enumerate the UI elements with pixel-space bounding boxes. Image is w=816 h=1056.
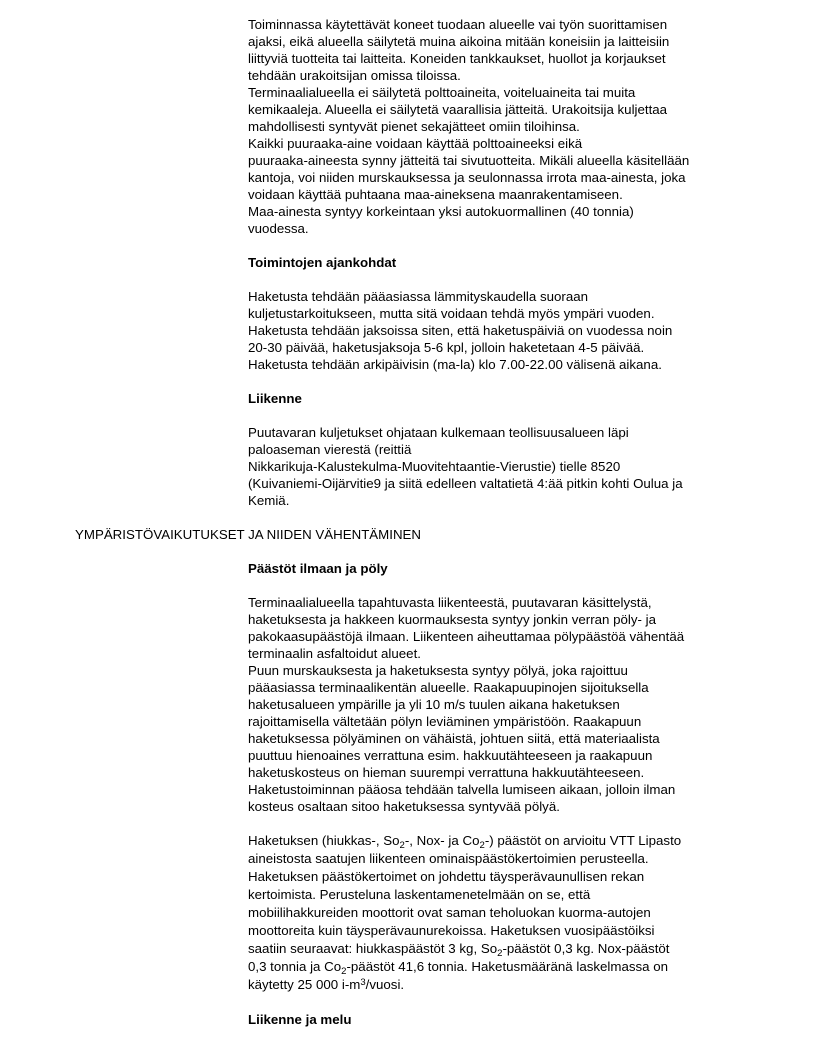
text-line: Liikenne ja melu [248, 1012, 352, 1027]
text-line: voidaan käyttää puhtaana maa-aineksena maanrakentamiseen. [248, 187, 623, 202]
text-line: aineistosta saatujen liikenteen ominaispäästökertoimien perusteella. [248, 851, 649, 866]
text-line: moottoreita kuin täysperävaunurekoissa. Haketuksen vuosipäästöiksi [248, 923, 655, 938]
text-line: Terminaalialueella tapahtuvasta liikenteestä, puutavaran käsittelystä, [248, 595, 652, 610]
text-line: (Kuivaniemi-Oijärvitie9 ja siitä edelleen valtatietä 4:ää pitkin kohti Oulua ja [248, 476, 683, 491]
text-line: haketuksessa pölyäminen on vähäistä, johtuen siitä, että materiaalista [248, 731, 660, 746]
text-line: 20-30 päivää, haketusjaksoja 5-6 kpl, jolloin haketetaan 4-5 päivää. [248, 340, 645, 355]
paragraph [248, 424, 816, 509]
subsection-heading [248, 1011, 816, 1028]
text-line: Puutavaran kuljetukset ohjataan kulkemaan teollisuusalueen läpi [248, 425, 629, 440]
text-line: haketuksesta ja hakkeen kuormauksesta syntyy jonkin verran pöly- ja [248, 612, 656, 627]
text-line: kemikaaleja. Alueella ei säilytetä vaarallisia jätteitä. Urakoitsija kuljettaa [248, 102, 668, 117]
text-line-rich: 0,3 tonnia ja $Co_2$-päästöt 41,6 tonnia. Haketusmääränä laskelmassa on [248, 959, 669, 977]
section-heading [75, 526, 816, 543]
text-line-rich: Haketuksen (hiukkas-, $So_2-$, Nox- ja $Co_2-$) päästöt on arvioitu VTT Lipasto [248, 833, 682, 851]
text-line: Terminaalialueella ei säilytetä polttoaineita, voiteluaineita tai muita [248, 85, 636, 100]
text-line: puuttuu hienoaines verrattuna esim. hakkuutähteeseen ja raakapuun [248, 748, 653, 763]
text-line: vuodessa. [248, 221, 309, 236]
text-line: kantoja, voi niiden murskauksessa ja seulonnassa irrota maa-ainesta, joka [248, 170, 686, 185]
text-line: YMPÄRISTÖVAIKUTUKSET JA NIIDEN VÄHENTÄMINEN [75, 527, 422, 542]
paragraph [248, 832, 816, 994]
text-line: rajoittamisella vältetään pölyn leviäminen ympäristöön. Raakapuun [248, 714, 642, 729]
text-line: Haketustoiminnan pääosa tehdään talvella lumiseen aikaan, jolloin ilman [248, 782, 676, 797]
text-line: Kemiä. [248, 493, 290, 508]
text-line: haketusalueen ympärille ja yli 10 m/s tuulen aikana haketuksen [248, 697, 620, 712]
text-line: Maa-ainesta syntyy korkeintaan yksi autokuormallinen (40 tonnia) [248, 204, 634, 219]
paragraph [248, 16, 816, 237]
text-line: mahdollisesti syntyvät pienet sekajätteet omiin tiloihinsa. [248, 119, 580, 134]
text-line: Haketusta tehdään arkipäivisin (ma-la) klo 7.00-22.00 välisenä aikana. [248, 357, 662, 372]
text-line: haketuskosteus on hieman suurempi verrattuna hakkuutähteeseen. [248, 765, 645, 780]
text-line: kertoimista. Perusteluna laskentamenetelmään on se, että [248, 887, 591, 902]
text-line: Haketuksen päästökertoimet on johdettu täysperävaunullisen rekan [248, 869, 645, 884]
text-line: mobiilihakkureiden moottorit ovat saman teholuokan kuorma-autojen [248, 905, 651, 920]
text-line: puuraaka-aineesta synny jätteitä tai sivutuotteita. Mikäli alueella käsitellään [248, 153, 690, 168]
text-line: Toiminnassa käytettävät koneet tuodaan alueelle vai työn suorittamisen [248, 17, 668, 32]
text-line: tehdään urakoitsijan omissa tiloissa. [248, 68, 461, 83]
text-line: terminaalin asfaltoidut alueet. [248, 646, 421, 661]
text-line: pakokaasupäästöjä ilmaan. Liikenteen aiheuttamaa pölypäästöä vähentää [248, 629, 685, 644]
text-line: liittyviä tuotteita tai laitteita. Koneiden tankkaukset, huollot ja korjaukset [248, 51, 666, 66]
text-line: paloaseman vierestä (reittiä [248, 442, 412, 457]
paragraph [248, 288, 816, 373]
text-line: Haketusta tehdään pääasiassa lämmityskaudella suoraan [248, 289, 589, 304]
text-line: ajaksi, eikä alueella säilytetä muina aikoina mitään koneisiin ja laitteisiin [248, 34, 670, 49]
text-line: Toimintojen ajankohdat [248, 255, 397, 270]
text-line: Puun murskauksesta ja haketuksesta syntyy pölyä, joka rajoittuu [248, 663, 628, 678]
text-line-rich: käytetty 25 000 $i-m^3$/vuosi. [248, 976, 405, 992]
subsection-heading [248, 254, 816, 271]
text-line: pääasiassa terminaalikentän alueelle. Raakapuupinojen sijoituksella [248, 680, 649, 695]
subsection-heading [248, 560, 816, 577]
text-line: Liikenne [248, 391, 302, 406]
text-line: Haketusta tehdään jaksoissa siten, että haketuspäiviä on vuodessa noin [248, 323, 673, 338]
text-line: Nikkarikuja-Kalustekulma-Muovitehtaantie-Vierustie) tielle 8520 [248, 459, 621, 474]
subsection-heading [248, 390, 816, 407]
paragraph [248, 594, 816, 815]
text-line-rich: saatiin seuraavat: hiukkaspäästöt 3 kg, $So_2$-päästöt 0,3 kg. Nox-päästöt [248, 941, 670, 959]
text-line: Päästöt ilmaan ja pöly [248, 561, 388, 576]
document-body [0, 16, 816, 1045]
text-line: kosteus osaltaan sitoo haketuksessa syntyvää pölyä. [248, 799, 560, 814]
text-line: kuljetustarkoitukseen, mutta sitä voidaan tehdä myös ympäri vuoden. [248, 306, 655, 321]
text-line: Kaikki puuraaka-aine voidaan käyttää polttoaineeksi eikä [248, 136, 583, 151]
